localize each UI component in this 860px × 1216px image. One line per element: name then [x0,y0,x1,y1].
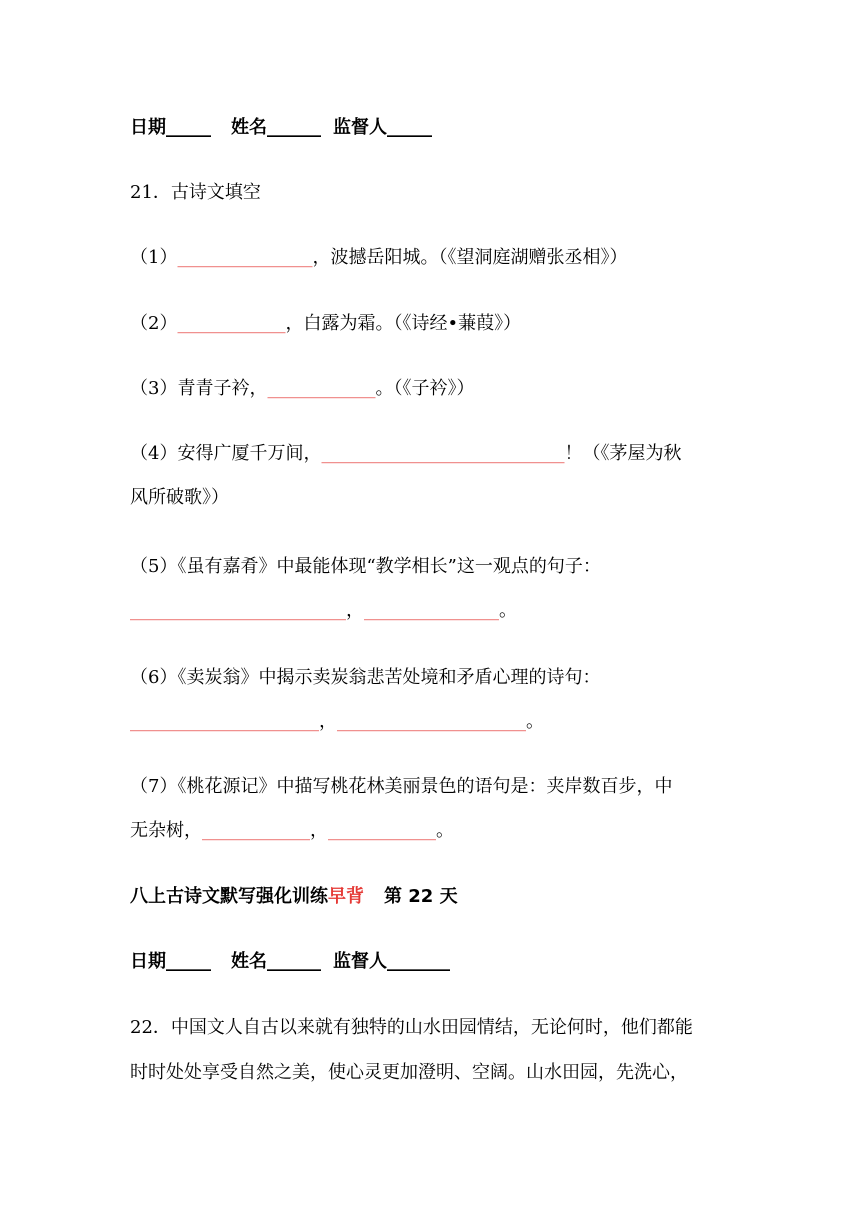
date-blank: _____ [166,117,211,138]
question-21-title: 21．古诗文填空 [130,182,261,203]
end-mark: 。 [499,600,517,621]
section-title-day: 第 22 天 [384,886,458,907]
q21-item-1 [130,245,627,271]
item-text: 。（《子衿》） [375,378,475,399]
name-blank: ______ [267,117,321,138]
q21-item-4 [130,441,681,467]
date-label: 日期 [130,951,166,972]
answer-blank: ____________ [328,820,436,841]
q21-item-7-answer [130,818,454,844]
answer-blank: ___________________________ [321,443,565,464]
item-text: ，白露为霜。（《诗经•蒹葭》） [285,313,522,334]
answer-blank: ____________ [202,820,310,841]
separator: ， [319,711,337,732]
answer-blank: ________________________ [130,600,346,621]
supervisor-label: 监督人 [333,117,387,138]
q21-item-5: （5）《虽有嘉肴》中最能体现“教学相长”这一观点的句子： [130,556,601,577]
name-blank: ______ [267,951,321,972]
question-22-line-2: 时时处处享受自然之美，使心灵更加澄明、空阔。山水田园，先洗心， [130,1062,688,1083]
q21-item-2 [130,311,521,337]
supervisor-blank: _______ [387,951,450,972]
date-label: 日期 [130,117,166,138]
end-mark: 。 [526,711,544,732]
item-lead: （1） [130,247,178,268]
item-lead: （3）青青子衿， [130,378,268,399]
q21-item-7: （7）《桃花源记》中描写桃花林美丽景色的语句是：夹岸数百步，中 [130,776,673,797]
q21-item-6: （6）《卖炭翁》中揭示卖炭翁悲苦处境和矛盾心理的诗句： [130,667,601,688]
q21-item-5-answer [130,598,517,624]
section-title-highlight: 早背 [328,886,364,907]
section-title [130,884,458,910]
item-text: ，波撼岳阳城。（《望洞庭湖赠张丞相》） [312,247,628,268]
supervisor-blank: _____ [387,117,432,138]
q21-item-3 [130,376,474,402]
answer-blank: _______________ [177,247,313,268]
line-lead: 无杂树， [130,820,202,841]
header-info-row-2 [130,949,450,975]
supervisor-label: 监督人 [333,951,387,972]
question-22-line-1: 22．中国文人自古以来就有独特的山水田园情结，无论何时，他们都能 [130,1017,693,1038]
header-info-row [130,115,432,141]
item-lead: （2） [130,313,178,334]
name-label: 姓名 [231,951,267,972]
item-lead: （4）安得广厦千万间， [130,443,322,464]
answer-blank: _____________________ [337,711,526,732]
separator: ， [310,820,328,841]
item-text: ！（《茅屋为秋 [564,443,682,464]
name-label: 姓名 [231,117,267,138]
q21-item-6-answer [130,709,544,735]
section-title-main: 八上古诗文默写强化训练 [130,886,328,907]
end-mark: 。 [436,820,454,841]
answer-blank: _______________ [364,600,499,621]
answer-blank: ____________ [177,313,286,334]
answer-blank: ____________ [267,378,376,399]
separator: ， [346,600,364,621]
answer-blank: _____________________ [130,711,319,732]
q21-item-4-continued: 风所破歌》） [130,487,229,508]
date-blank: _____ [166,951,211,972]
